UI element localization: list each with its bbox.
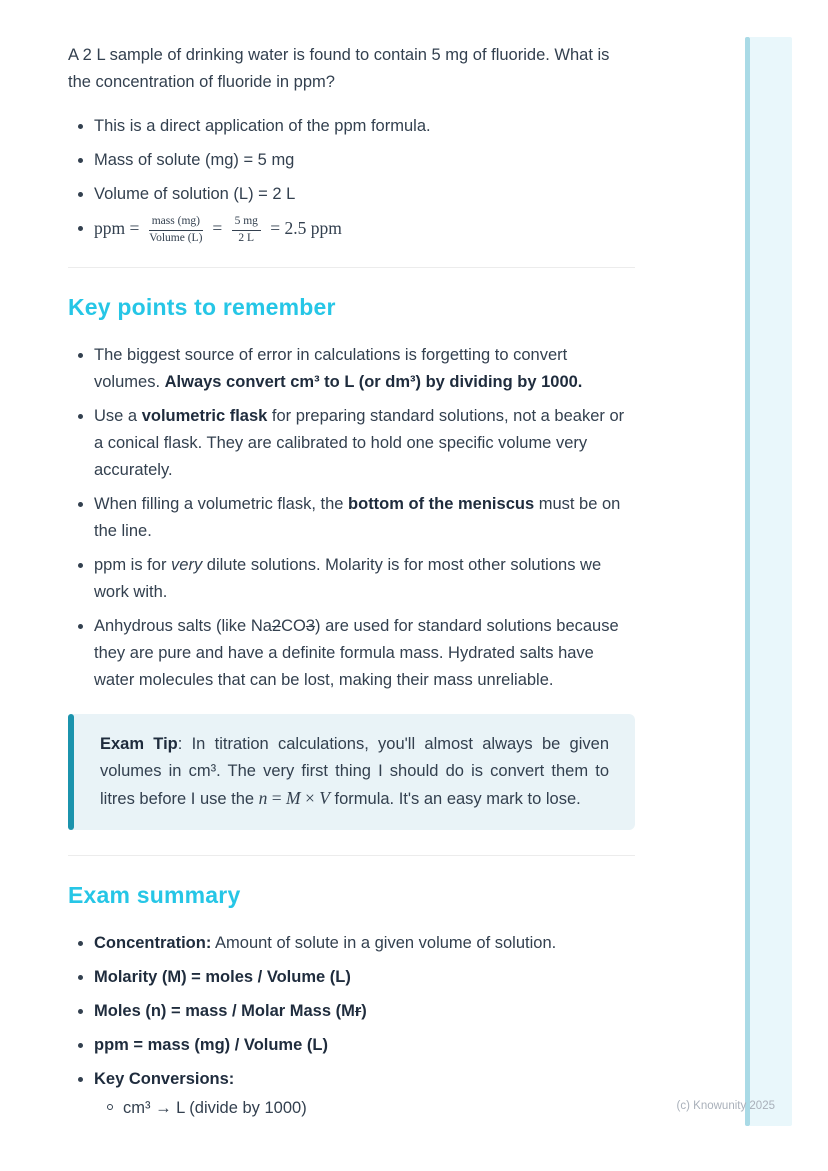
formula-prefix: ppm = (94, 218, 144, 238)
text-segment: CO (281, 616, 306, 635)
intro-bullet-list (68, 113, 635, 246)
text-segment: Molarity (M) = moles / Volume (L) (94, 967, 351, 986)
text-segment: must be on the line. (94, 494, 621, 540)
list-item (68, 113, 635, 140)
bullet-icon (68, 181, 94, 197)
bullet-icon (68, 1032, 94, 1048)
key-points-heading: Key points to remember (68, 293, 336, 320)
fraction-denominator: Volume (L) (149, 232, 203, 245)
text-segment: Always convert cm³ to L (or dm³) by dividing by 1000. (164, 372, 583, 391)
list-item-text (94, 113, 635, 140)
text-segment: This is a direct application of the ppm formula. (94, 117, 431, 135)
list-item-text (94, 1032, 635, 1059)
text-segment: Concentration: (94, 933, 212, 952)
text-segment: Amount of solute in a given volume of solution. (211, 933, 557, 952)
bullet-icon (68, 215, 94, 231)
list-item-text (94, 215, 635, 246)
bullet-icon (68, 552, 94, 568)
list-item (68, 1032, 635, 1059)
page-edge-stripe-fill (750, 37, 792, 1126)
list-item-text (94, 147, 635, 174)
text-segment: When filling a volumetric flask, the (94, 494, 349, 513)
formula-equals: = (207, 218, 227, 238)
text-segment: ppm is for (94, 555, 172, 574)
list-item-text (94, 552, 635, 606)
text-segment: Use a (94, 406, 142, 425)
tip-accent-bar (68, 714, 74, 830)
list-item-text (94, 181, 635, 208)
bullet-icon (68, 964, 94, 980)
text-segment: r (354, 1001, 362, 1020)
page-edge-stripe (745, 37, 792, 1126)
bullet-icon (68, 113, 94, 129)
exam-tip-text (100, 735, 609, 808)
circle-bullet-icon (94, 1095, 123, 1110)
section-divider (68, 267, 635, 268)
text-segment: Mass of solute (mg) = 5 mg (94, 151, 295, 169)
text-segment: M (286, 787, 301, 808)
exam-summary-heading: Exam summary (68, 881, 241, 908)
text-segment: Volume of solution (L) = 2 L (94, 185, 296, 203)
list-item (68, 491, 635, 545)
text-segment: ppm = mass (mg) / Volume (L) (94, 1035, 328, 1054)
page-content (68, 42, 635, 1131)
text-segment: Key Conversions: (94, 1069, 235, 1088)
list-item-text (123, 1095, 635, 1122)
intro-paragraph: A 2 L sample of drinking water is found to contain 5 mg of fluoride. What is the concentration of fluoride in ppm? (68, 46, 610, 91)
text-segment: cm³ → L (divide by 1000) (123, 1098, 307, 1117)
bullet-icon (68, 491, 94, 507)
text-segment: ) (361, 1001, 367, 1020)
sub-list (94, 1095, 635, 1122)
list-item-text (94, 613, 635, 694)
text-segment: for preparing standard solutions, not a beaker or a conical flask. They are calibrated to hold one specific volume very accurately. (94, 406, 625, 479)
text-segment: Anhydrous salts (like Na (94, 616, 272, 635)
text-segment: formula. It's an easy mark to lose. (329, 789, 581, 808)
text-segment: very (171, 555, 203, 574)
list-item (94, 1095, 635, 1122)
list-item (68, 930, 635, 957)
list-item (68, 964, 635, 991)
fraction-denominator: 2 L (238, 232, 255, 245)
text-segment: Exam Tip (100, 734, 178, 753)
list-item (68, 998, 635, 1025)
list-item-text (94, 1066, 635, 1124)
list-item (68, 613, 635, 694)
bullet-icon (68, 613, 94, 629)
text-segment: volumetric flask (141, 406, 268, 425)
exam-summary-list (68, 930, 635, 1124)
text-segment: V (319, 787, 330, 808)
fraction (149, 215, 203, 246)
text-segment: ) are used for standard solutions because they are pure and have a definite formula mass. Hydrated salts have water molecules that can be lost, making their mass unreliable. (94, 616, 619, 689)
fraction-numerator: 5 mg (232, 215, 261, 231)
text-segment: The biggest source of error in calculations is forgetting to convert volumes. (94, 345, 568, 391)
copyright-note: (c) Knowunity 2025 (676, 1100, 775, 1112)
text-segment: dilute solutions. Molarity is for most other solutions we work with. (94, 555, 602, 601)
list-item (68, 215, 635, 246)
list-item (68, 181, 635, 208)
list-item (68, 403, 635, 484)
text-segment: n (258, 787, 268, 808)
bullet-icon (68, 147, 94, 163)
list-item (68, 552, 635, 606)
text-segment: × (300, 787, 320, 808)
bullet-icon (68, 930, 94, 946)
fraction-numerator: mass (mg) (149, 215, 203, 231)
list-item (68, 1066, 635, 1124)
list-item (68, 147, 635, 174)
list-item-text (94, 491, 635, 545)
exam-tip-callout (68, 714, 635, 830)
list-item-text (94, 964, 635, 991)
bullet-icon (68, 1066, 94, 1082)
bullet-icon (68, 403, 94, 419)
text-segment: : In titration calculations, you'll almost always be given volumes in cm³. The very first thing I should do is convert them to litres before I use the (100, 734, 610, 808)
list-item-text (94, 998, 635, 1025)
bullet-icon (68, 342, 94, 358)
list-item-text (94, 403, 635, 484)
text-segment: bottom of the meniscus (348, 494, 535, 513)
list-item-text (94, 342, 635, 396)
text-segment: = (267, 787, 287, 808)
fraction (232, 215, 261, 246)
key-points-list (68, 342, 635, 694)
text-segment: 3 (305, 616, 316, 635)
section-divider (68, 855, 635, 856)
text-segment: Moles (n) = mass / Molar Mass (M (94, 1001, 355, 1020)
text-segment: 2 (271, 616, 282, 635)
list-item-text (94, 930, 635, 957)
formula-result: = 2.5 ppm (265, 218, 342, 238)
list-item (68, 342, 635, 396)
bullet-icon (68, 998, 94, 1014)
